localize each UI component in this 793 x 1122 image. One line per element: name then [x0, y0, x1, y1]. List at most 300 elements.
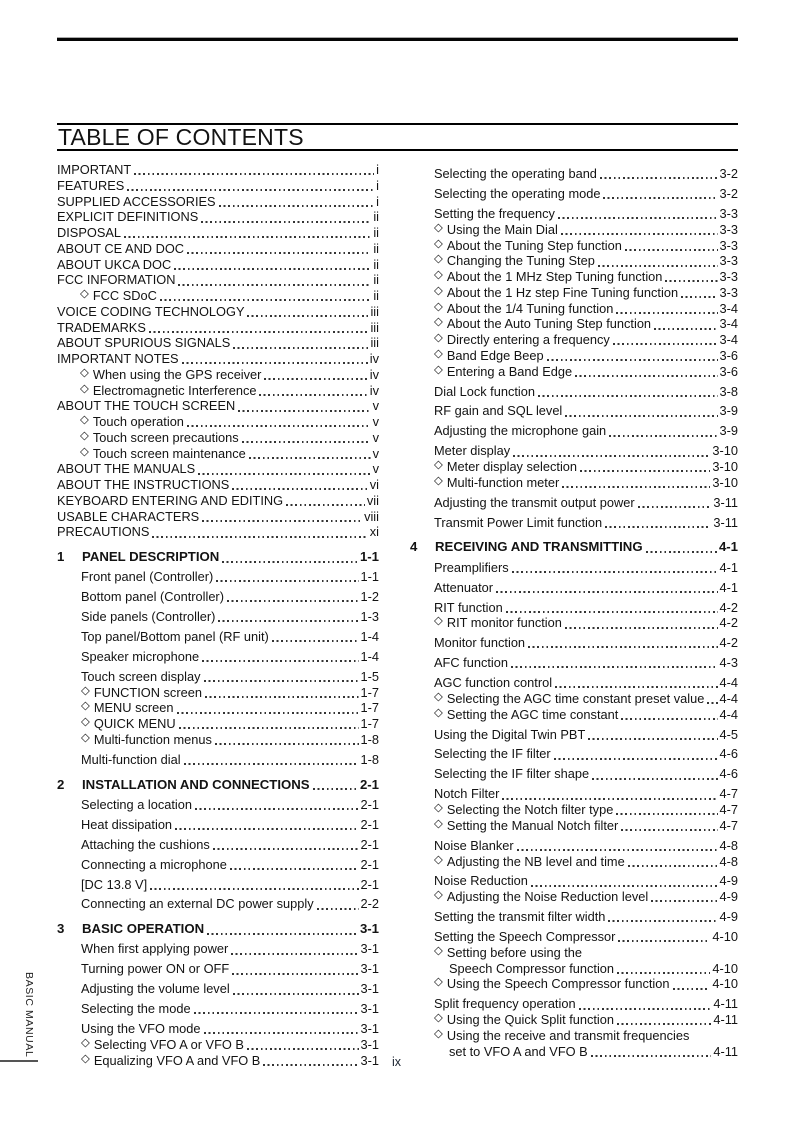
toc-entry: [57, 797, 379, 813]
dot-leader: [238, 410, 370, 412]
page-ref: 2-1: [359, 776, 379, 792]
toc-entry: [57, 304, 379, 320]
page-ref: 4-2: [719, 635, 738, 651]
toc-entry-label: Selecting the IF filter shape: [434, 766, 590, 782]
toc-entry-label: Monitor function: [434, 635, 526, 651]
toc-entry-label: AFC function: [434, 655, 508, 671]
toc-entry: [410, 316, 738, 332]
page-ref: 3-3: [719, 206, 738, 222]
toc-entry-label: RF gain and SQL level: [434, 403, 563, 419]
toc-entry-label: DISPOSAL: [57, 225, 122, 240]
dot-leader: [233, 347, 368, 349]
dot-leader: [317, 908, 359, 910]
page-ref: 4-10: [712, 960, 738, 976]
page-ref: iii: [370, 335, 379, 351]
dot-leader: [215, 743, 359, 745]
toc-entry: [57, 194, 379, 210]
toc-left-column: [57, 162, 379, 1068]
dot-leader: [561, 233, 718, 235]
toc-entry: [410, 186, 738, 202]
toc-entry-label: About the Auto Tuning Step function: [446, 316, 652, 332]
page-ref: 2-1: [360, 856, 379, 872]
toc-entry: [410, 475, 738, 491]
dot-leader: [179, 727, 359, 729]
dot-leader: [616, 312, 717, 314]
dot-leader: [232, 973, 358, 975]
dot-leader: [232, 488, 367, 490]
diamond-icon: ◇: [434, 615, 443, 628]
page-ref: iv: [369, 366, 379, 382]
dot-leader: [646, 551, 717, 553]
toc-section-header: [57, 921, 379, 937]
page-ref: xi: [369, 524, 379, 540]
toc-entry-label: Speech Compressor function: [449, 960, 615, 976]
toc-entry: [410, 976, 738, 992]
toc-entry-label: AGC function control: [434, 675, 553, 691]
toc-entry-label: TRADEMARKS: [57, 319, 146, 335]
diamond-icon: ◇: [434, 316, 443, 329]
toc-entry: [410, 459, 738, 475]
toc-entry: [410, 707, 738, 723]
toc-entry-label: Meter display: [434, 443, 511, 459]
toc-entry-label: Using the Main Dial: [446, 221, 558, 237]
dot-leader: [562, 486, 710, 488]
toc-entry: [57, 477, 379, 493]
page-ref: 2-1: [360, 876, 379, 892]
page-ref: ii: [373, 240, 379, 256]
toc-entry: [57, 257, 379, 273]
toc-entry: [410, 766, 738, 782]
page-ref: i: [376, 193, 379, 209]
toc-entry: [57, 209, 379, 225]
toc-entry: [410, 615, 738, 631]
toc-entry-label: Changing the Tuning Step: [446, 253, 595, 269]
page-ref: 3-11: [713, 494, 738, 510]
dot-leader: [616, 813, 717, 815]
page-ref: 1-8: [360, 731, 379, 747]
page-ref: 3-1: [360, 1036, 379, 1052]
toc-entry: [57, 414, 379, 430]
page-ref: 2-1: [360, 816, 379, 832]
diamond-icon: ◇: [434, 332, 443, 345]
dot-leader: [233, 993, 359, 995]
toc-entry: [57, 178, 379, 194]
diamond-icon: ◇: [80, 429, 89, 442]
dot-leader: [230, 868, 359, 870]
page-title: TABLE OF CONTENTS: [58, 124, 304, 150]
dot-leader: [651, 900, 717, 902]
toc-entry-line: [410, 945, 738, 961]
toc-entry: [410, 364, 738, 380]
page-ref: 1-4: [360, 629, 379, 644]
toc-entry-label: Noise Reduction: [434, 873, 528, 889]
toc-entry-label: set to VFO A and VFO B: [449, 1043, 588, 1059]
toc-entry-label: Touch screen precautions: [92, 429, 239, 445]
toc-entry: [410, 403, 738, 419]
page-ref: 4-8: [719, 837, 738, 853]
dot-leader: [707, 702, 717, 704]
page-ref: 3-4: [719, 300, 738, 316]
toc-entry: [57, 1021, 379, 1037]
dot-leader: [506, 611, 718, 613]
toc-entry-label: Split frequency operation: [434, 996, 576, 1012]
diamond-icon: ◇: [81, 1036, 90, 1049]
page-ref: 1-5: [360, 668, 379, 684]
toc-entry-label: Setting before using the: [446, 944, 583, 960]
page-ref: 4-1: [719, 559, 738, 575]
toc-entry: [410, 269, 738, 285]
page-ref: iii: [370, 319, 379, 335]
toc-entry-label: Touch operation: [92, 414, 184, 429]
dot-leader: [502, 798, 717, 800]
toc-entry: [57, 752, 379, 768]
toc-entry: [57, 272, 379, 288]
page-ref: 4-10: [712, 929, 738, 945]
page-ref: 3-1: [359, 921, 379, 937]
page-ref: 3-9: [719, 403, 738, 419]
diamond-icon: ◇: [434, 221, 443, 234]
dot-leader: [242, 441, 371, 443]
toc-entry-label: Setting the transmit filter width: [434, 909, 606, 925]
page-ref: 4-6: [719, 766, 738, 782]
diamond-icon: ◇: [434, 269, 443, 282]
toc-entry-label: Using the receive and transmit frequencies: [446, 1027, 690, 1043]
dot-leader: [654, 328, 717, 330]
dot-leader: [628, 865, 718, 867]
toc-entry-label: RECEIVING AND TRANSMITTING: [435, 539, 643, 555]
toc-entry-label: Setting the Manual Notch filter: [446, 817, 619, 833]
dot-leader: [175, 828, 358, 830]
dot-leader: [603, 197, 717, 199]
toc-entry: [57, 335, 379, 351]
dot-leader: [222, 561, 358, 563]
toc-entry: [57, 817, 379, 833]
toc-entry: [57, 669, 379, 685]
page-ref: 4-6: [719, 746, 738, 762]
page-ref: i: [376, 162, 379, 177]
page-ref: 3-10: [712, 459, 738, 475]
toc-entry: [410, 384, 738, 400]
toc-entry-label: Multi-function meter: [446, 474, 560, 490]
dot-leader: [207, 933, 358, 935]
page-ref: 1-7: [360, 700, 379, 716]
page-ref: 3-3: [719, 221, 738, 237]
page-ref: v: [372, 414, 379, 429]
dot-leader: [531, 885, 718, 887]
dot-leader: [588, 738, 717, 740]
page-ref: 3-2: [719, 166, 738, 182]
toc-entry-label: Top panel/Bottom panel (RF unit): [81, 629, 269, 644]
dot-leader: [538, 395, 717, 397]
toc-entry: [57, 524, 379, 540]
toc-entry-label: Adjusting the Noise Reduction level: [446, 889, 649, 905]
toc-entry: [410, 675, 738, 691]
dot-leader: [592, 778, 717, 780]
diamond-icon: ◇: [80, 445, 89, 458]
dot-leader: [609, 435, 717, 437]
dot-leader: [187, 425, 371, 427]
dot-leader: [134, 173, 374, 175]
page-ref: 3-1: [360, 941, 379, 957]
page-ref: 3-1: [360, 1001, 379, 1017]
page-ref: 1-1: [360, 569, 379, 585]
dot-leader: [513, 455, 710, 457]
toc-entry-label: Bottom panel (Controller): [81, 589, 224, 605]
toc-entry: [57, 732, 379, 748]
dot-leader: [517, 849, 718, 851]
page-ref: 4-3: [719, 655, 738, 671]
toc-entry: [57, 162, 379, 178]
toc-entry: [410, 838, 738, 854]
page-ref: ii: [373, 209, 379, 225]
page-ref: 3-4: [719, 316, 738, 332]
toc-entry-label: Selecting the Notch filter type: [446, 802, 614, 818]
toc-entry-label: Preamplifiers: [434, 559, 509, 575]
toc-entry-label: Entering a Band Edge: [446, 363, 573, 379]
page-ref: ii: [373, 256, 379, 272]
toc-entry-label: [DC 13.8 V]: [81, 876, 148, 892]
toc-entry: [410, 332, 738, 348]
page-ref: 4-11: [713, 996, 738, 1012]
dot-leader: [580, 470, 710, 472]
page-ref: 1-7: [360, 684, 379, 700]
dot-leader: [177, 712, 359, 714]
dot-leader: [149, 331, 369, 333]
toc-entry-label: Setting the frequency: [434, 206, 555, 222]
dot-leader: [638, 506, 712, 508]
diamond-icon: ◇: [434, 347, 443, 360]
dot-leader: [194, 1012, 359, 1014]
toc-entry-label: Speaker microphone: [81, 648, 200, 664]
toc-entry: [410, 909, 738, 925]
diamond-icon: ◇: [434, 300, 443, 313]
toc-entry: [410, 238, 738, 254]
toc-entry-label: Using the Speech Compressor function: [446, 976, 670, 992]
dot-leader: [598, 265, 718, 267]
dot-leader: [259, 394, 367, 396]
toc-entry: [410, 889, 738, 905]
dot-leader: [613, 343, 718, 345]
toc-entry: [57, 1037, 379, 1053]
toc-entry: [57, 383, 379, 399]
page-ref: 3-8: [719, 383, 738, 399]
dot-leader: [264, 378, 367, 380]
toc-entry-label: RIT monitor function: [446, 615, 562, 631]
dot-leader: [618, 940, 710, 942]
toc-entry-label: FUNCTION screen: [93, 684, 202, 700]
page-ref: v: [372, 398, 379, 414]
toc-entry-label: Meter display selection: [446, 459, 578, 475]
toc-heading: [57, 123, 738, 151]
toc-entry: [57, 896, 379, 912]
page-ref: 4-7: [719, 817, 738, 833]
toc-entry: [410, 1012, 738, 1028]
toc-entry-label: Selecting the operating mode: [434, 186, 601, 202]
diamond-icon: ◇: [434, 363, 443, 376]
toc-section-header: [57, 777, 379, 793]
toc-entry: [410, 945, 738, 977]
page-ref: 3-4: [719, 332, 738, 348]
toc-entry-label: Touch screen maintenance: [92, 445, 246, 461]
toc-entry-label: Selecting a location: [81, 796, 192, 812]
toc-entry-label: Noise Blanker: [434, 837, 514, 853]
page-ref: i: [376, 177, 379, 193]
dot-leader: [195, 808, 359, 810]
diamond-icon: ◇: [81, 1052, 90, 1065]
dot-leader: [160, 299, 371, 301]
dot-leader: [227, 600, 359, 602]
dot-leader: [231, 953, 358, 955]
toc-entry-label: IMPORTANT NOTES: [57, 351, 179, 366]
toc-entry-label: Turning power ON or OFF: [81, 961, 230, 977]
toc-entry-label: USABLE CHARACTERS: [57, 508, 200, 524]
page-ref: vi: [369, 477, 379, 492]
diamond-icon: ◇: [434, 474, 443, 487]
toc-entry: [57, 857, 379, 873]
toc-entry: [57, 461, 379, 477]
dot-leader: [286, 504, 365, 506]
toc-entry: [57, 961, 379, 977]
dot-leader: [608, 920, 717, 922]
toc-entry: [410, 691, 738, 707]
page-ref: 3-3: [719, 269, 738, 285]
page-ref: ii: [373, 288, 379, 303]
toc-entry: [410, 423, 738, 439]
toc-entry-label: About the 1/4 Tuning function: [446, 300, 614, 316]
toc-entry: [57, 398, 379, 414]
toc-entry: [57, 241, 379, 257]
toc-right-column: [410, 162, 738, 1059]
toc-entry-label: Selecting the AGC time constant preset value: [446, 690, 705, 706]
dot-leader: [198, 473, 370, 475]
dot-leader: [272, 640, 359, 642]
dot-leader: [182, 362, 368, 364]
toc-entry: [57, 493, 379, 509]
page-ref: 1-2: [360, 589, 379, 605]
top-page-rule: [57, 37, 738, 41]
page-ref: 3-1: [360, 961, 379, 977]
page-ref: 4-4: [719, 690, 738, 706]
page-ref: 4-8: [719, 853, 738, 869]
toc-entry-label: ABOUT THE MANUALS: [57, 461, 196, 477]
toc-entry: [57, 509, 379, 525]
page-ref: iii: [370, 303, 379, 319]
page-ref: 4-9: [719, 909, 738, 925]
toc-entry: [57, 430, 379, 446]
diamond-icon: ◇: [434, 284, 443, 297]
toc-entry: [410, 253, 738, 269]
toc-entry-label: ABOUT CE AND DOC: [57, 240, 185, 256]
dot-leader: [617, 1023, 711, 1025]
dot-leader: [187, 252, 371, 254]
toc-entry: [57, 981, 379, 997]
toc-entry: [410, 746, 738, 762]
toc-entry: [57, 569, 379, 585]
toc-entry: [57, 837, 379, 853]
toc-entry: [57, 320, 379, 336]
diamond-icon: ◇: [434, 237, 443, 250]
dot-leader: [201, 221, 371, 223]
page-ref: v: [372, 429, 379, 445]
dot-leader: [202, 660, 358, 662]
page-ref: 2-1: [360, 836, 379, 852]
dot-leader: [512, 571, 718, 573]
dot-leader: [625, 249, 718, 251]
page-ref: 1-4: [360, 648, 379, 664]
diamond-icon: ◇: [434, 802, 443, 815]
toc-entry: [410, 495, 738, 511]
toc-entry-label: Connecting an external DC power supply: [81, 896, 314, 912]
page-ref: iv: [369, 382, 379, 398]
page-ref: 3-3: [719, 284, 738, 300]
page-ref: 3-10: [712, 443, 738, 459]
page-ref: ii: [373, 225, 379, 240]
toc-entry-label: KEYBOARD ENTERING AND EDITING: [57, 492, 284, 508]
page-ref: 4-1: [718, 539, 738, 555]
toc-entry-line: [410, 961, 738, 977]
toc-entry-label: About the 1 Hz step Fine Tuning function: [446, 284, 679, 300]
page-ref: 4-10: [712, 976, 738, 992]
page-ref: 4-1: [719, 579, 738, 595]
toc-entry: [410, 996, 738, 1012]
toc-entry-label: Selecting the mode: [81, 1001, 191, 1017]
page-ref: 3-2: [719, 186, 738, 202]
toc-entry-label: Multi-function menus: [93, 731, 212, 747]
page-ref: vii: [366, 492, 379, 508]
toc-entry: [57, 609, 379, 625]
page-number: ix: [391, 1055, 402, 1069]
dot-leader: [554, 758, 718, 760]
toc-entry-label: About the Tuning Step function: [446, 237, 622, 253]
toc-entry: [410, 443, 738, 459]
toc-entry-label: Multi-function dial: [81, 751, 181, 767]
toc-entry: [410, 166, 738, 182]
toc-entry-label: Setting the AGC time constant: [446, 706, 619, 722]
page-ref: 4-4: [719, 706, 738, 722]
diamond-icon: ◇: [81, 731, 90, 744]
toc-entry: [410, 515, 738, 531]
diamond-icon: ◇: [80, 288, 89, 300]
diamond-icon: ◇: [434, 817, 443, 830]
toc-entry: [410, 818, 738, 834]
toc-entry: [57, 367, 379, 383]
toc-entry: [57, 351, 379, 367]
toc-entry-label: Adjusting the microphone gain: [434, 423, 607, 439]
toc-entry-label: Using the Quick Split function: [446, 1012, 615, 1027]
toc-entry-label: Notch Filter: [434, 786, 500, 802]
dot-leader: [681, 296, 717, 298]
toc-entry-label: RIT function: [434, 599, 503, 615]
diamond-icon: ◇: [81, 684, 90, 697]
dot-leader: [575, 375, 717, 377]
page-ref: 3-3: [719, 237, 738, 253]
toc-entry: [410, 560, 738, 576]
page-ref: 3-6: [719, 363, 738, 379]
diamond-icon: ◇: [434, 889, 443, 902]
page-ref: v: [372, 445, 379, 461]
toc-entry-label: Directly entering a frequency: [446, 332, 610, 348]
toc-entry-label: INSTALLATION AND CONNECTIONS: [82, 776, 310, 792]
dot-leader: [127, 189, 374, 191]
dot-leader: [665, 280, 717, 282]
toc-section-header: [57, 549, 379, 565]
page-ref: 4-11: [713, 1043, 738, 1059]
dot-leader: [204, 1032, 359, 1034]
dot-leader: [204, 680, 359, 682]
dot-leader: [579, 1008, 712, 1010]
toc-entry-label: Transmit Power Limit function: [434, 514, 603, 530]
diamond-icon: ◇: [80, 366, 89, 379]
